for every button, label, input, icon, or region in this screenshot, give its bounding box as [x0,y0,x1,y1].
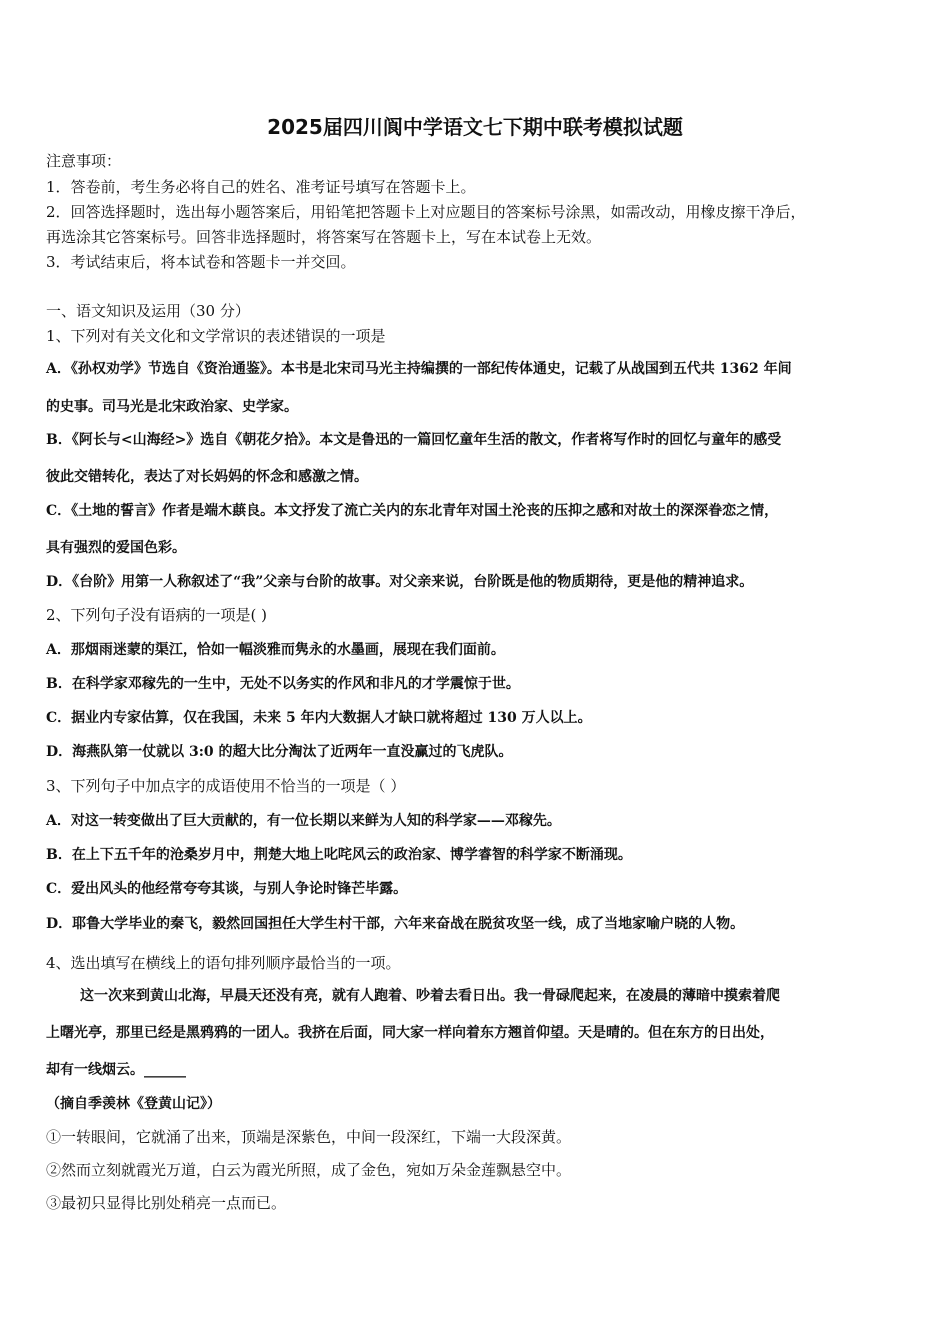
question-2-option-a: A．那烟雨迷蒙的渠江，恰如一幅淡雅而隽永的水墨画，展现在我们面前。 [46,642,505,658]
question-2-option-c: C．据业内专家估算，仅在我国，未来 5 年内大数据人才缺口就将超过 130 万人以上。 [46,710,592,726]
question-4-passage-line-1: 这一次来到黄山北海，早晨天还没有亮，就有人跑着、吵着去看日出。我一骨碌爬起来，在凌晨的薄暗中摸索着爬 [80,988,780,1004]
notice-item-2-cont: 再选涂其它答案标号。回答非选择题时，将答案写在答题卡上，写在本试卷上无效。 [46,228,602,246]
question-3-option-b: B．在上下五千年的沧桑岁月中，荆楚大地上叱咤风云的政治家、博学睿智的科学家不断涌现。 [46,847,632,863]
question-3-stem: 3、下列句子中加点字的成语使用不恰当的一项是（ ） [46,777,406,795]
question-1-option-a-cont: 的史事。司马光是北宋政治家、史学家。 [46,399,298,415]
question-2-option-b: B．在科学家邓稼先的一生中，无处不以务实的作风和非凡的才学震惊于世。 [46,676,520,692]
page-title: 2025届四川阆中学语文七下期中联考模拟试题 [267,115,683,139]
question-4-passage-line-2: 上曙光亭，那里已经是黑鸦鸦的一团人。我挤在后面，同大家一样向着东方翘首仰望。天是晴的。但在东方的日出处， [46,1025,774,1041]
question-4-sentence-2: ②然而立刻就霞光万道，白云为霞光所照，成了金色，宛如万朵金莲飘悬空中。 [46,1161,572,1179]
question-3-option-d: D．耶鲁大学毕业的秦飞，毅然回国担任大学生村干部，六年来奋战在脱贫攻坚一线，成了当地家喻户晓的人物。 [46,916,745,932]
question-4-passage-line-3: 却有一线烟云。______ [46,1062,186,1078]
question-4-sentence-1: ①一转眼间，它就涌了出来，顶端是深紫色，中间一段深红，下端一大段深黄。 [46,1128,572,1146]
question-1-option-b-cont: 彼此交错转化，表达了对长妈妈的怀念和感激之情。 [46,469,368,485]
question-2-stem: 2、下列句子没有语病的一项是( ) [46,606,268,624]
question-3-option-a: A．对这一转变做出了巨大贡献的，有一位长期以来鲜为人知的科学家——邓稼先。 [46,813,561,829]
question-1-option-c: C．《土地的誓言》作者是端木蕻良。本文抒发了流亡关内的东北青年对国土沦丧的压抑之感和对故土的深深眷恋之情， [46,503,779,519]
notice-item-1: 1．答卷前，考生务必将自己的姓名、准考证号填写在答题卡上。 [46,178,476,196]
question-1-option-a: A．《孙权劝学》节选自《资治通鉴》。本书是北宋司马光主持编撰的一部纪传体通史，记载了从战国到五代共 1362 年间 [46,361,792,377]
section-heading: 一、语文知识及运用（30 分） [46,302,250,320]
question-3-option-c: C．爱出风头的他经常夸夸其谈，与别人争论时锋芒毕露。 [46,881,408,897]
question-1-stem: 1、下列对有关文化和文学常识的表述错误的一项是 [46,327,386,345]
notice-heading: 注意事项： [46,152,122,170]
question-4-stem: 4、选出填写在横线上的语句排列顺序最恰当的一项。 [46,954,401,972]
question-4-source: （摘自季羡林《登黄山记》） [46,1096,221,1112]
question-1-option-b: B．《阿长与<山海经>》选自《朝花夕拾》。本文是鲁迅的一篇回忆童年生活的散文，作者将写作时的回忆与童年的感受 [46,432,782,448]
notice-item-3: 3．考试结束后，将本试卷和答题卡一并交回。 [46,253,356,271]
question-4-sentence-3: ③最初只显得比别处稍亮一点而已。 [46,1194,287,1212]
notice-item-2: 2．回答选择题时，选出每小题答案后，用铅笔把答题卡上对应题目的答案标号涂黑，如需改动，用橡皮擦干净后， [46,203,806,221]
question-1-option-d: D．《台阶》用第一人称叙述了“我”父亲与台阶的故事。对父亲来说，台阶既是他的物质期待，更是他的精神追求。 [46,574,754,590]
question-1-option-c-cont: 具有强烈的爱国色彩。 [46,540,186,556]
question-2-option-d: D．海燕队第一仗就以 3:0 的超大比分淘汰了近两年一直没赢过的飞虎队。 [46,744,513,760]
